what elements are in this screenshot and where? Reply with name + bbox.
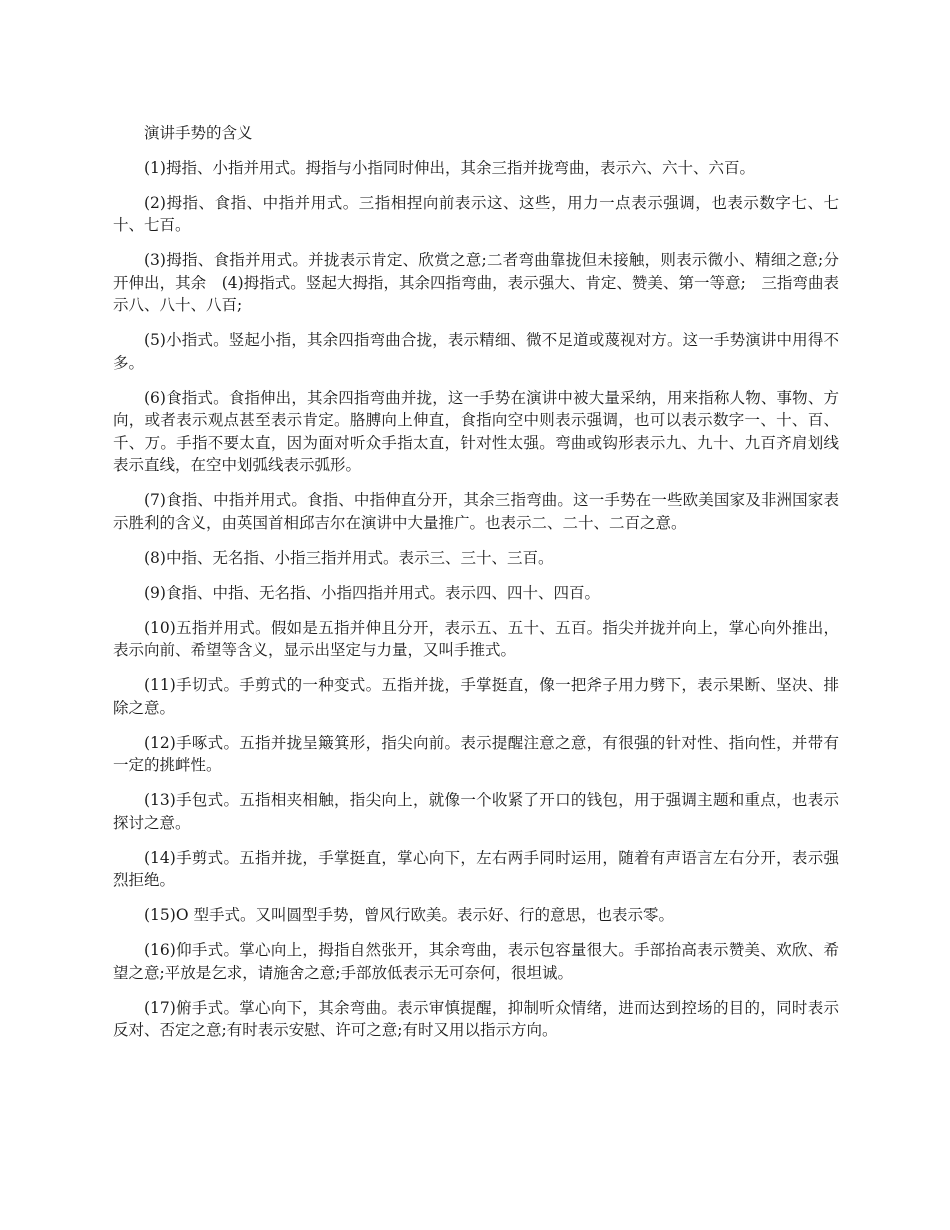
paragraph: (11)手切式。手剪式的一种变式。五指并拢，手掌挺直，像一把斧子用力劈下，表示果断、坚决、排除之意。 [113,676,839,717]
paragraph: (16)仰手式。掌心向上，拇指自然张开，其余弯曲，表示包容量很大。手部抬高表示赞美、欢欣、希望之意;平放是乞求，请施舍之意;手部放低表示无可奈何，很坦诚。 [113,941,839,982]
paragraph: (17)俯手式。掌心向下，其余弯曲。表示审慎提醒，抑制听众情绪，进而达到控场的目的，同时表示反对、否定之意;有时表示安慰、许可之意;有时又用以指示方向。 [113,998,839,1039]
paragraph: (1)拇指、小指并用式。拇指与小指同时伸出，其余三指并拢弯曲，表示六、六十、六百。 [144,158,755,177]
paragraph: (10)五指并用式。假如是五指并伸且分开，表示五、五十、五百。指尖并拢并向上，掌心向外推出，表示向前、希望等含义，显示出坚定与力量，又叫手推式。 [113,618,839,659]
paragraph: (3)拇指、食指并用式。并拢表示肯定、欣赏之意;二者弯曲靠拢但未接触，则表示微小、精细之意;分开伸出，其余 (4)拇指式。竖起大拇指，其余四指弯曲，表示强大、肯定、赞美、第一等意; 三指弯曲表示八、八十、八百; [113,251,839,314]
paragraph: (6)食指式。食指伸出，其余四指弯曲并拢，这一手势在演讲中被大量采纳，用来指称人物、事物、方向，或者表示观点甚至表示肯定。胳膊向上伸直，食指向空中则表示强调，也可以表示数字一、十、百、千、万。手指不要太直，因为面对听众手指太直，针对性太强。弯曲或钩形表示九、九十、九百齐肩划线表示直线，在空中划弧线表示弧形。 [113,388,839,474]
paragraph: (7)食指、中指并用式。食指、中指伸直分开，其余三指弯曲。这一手势在一些欧美国家及非洲国家表示胜利的含义，由英国首相邱吉尔在演讲中大量推广。也表示二、二十、二百之意。 [113,491,839,532]
paragraph: (15)O 型手式。又叫圆型手势，曾风行欧美。表示好、行的意思，也表示零。 [144,906,674,924]
paragraph: (8)中指、无名指、小指三指并用式。表示三、三十、三百。 [144,548,554,567]
document-body [113,122,839,1054]
paragraph: (9)食指、中指、无名指、小指四指并用式。表示四、四十、四百。 [144,583,600,602]
paragraph: (2)拇指、食指、中指并用式。三指相捏向前表示这、这些，用力一点表示强调，也表示数字七、七十、七百。 [113,193,839,234]
paragraph: (12)手啄式。五指并拢呈簸箕形，指尖向前。表示提醒注意之意，有很强的针对性、指向性，并带有一定的挑衅性。 [113,733,839,774]
paragraph: (5)小指式。竖起小指，其余四指弯曲合拢，表示精细、微不足道或蔑视对方。这一手势演讲中用得不多。 [113,331,839,372]
document-title: 演讲手势的含义 [144,124,253,142]
paragraph: (13)手包式。五指相夹相触，指尖向上，就像一个收紧了开口的钱包，用于强调主题和重点，也表示探讨之意。 [113,791,839,832]
paragraph: (14)手剪式。五指并拢，手掌挺直，掌心向下，左右两手同时运用，随着有声语言左右分开，表示强烈拒绝。 [113,848,839,889]
